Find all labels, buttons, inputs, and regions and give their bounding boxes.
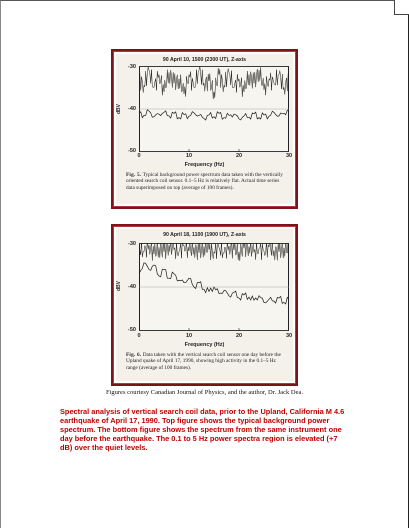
figure-5-xtick-0: 0 [137,153,141,159]
figure-credit: Figures courtesy Canadian Journal of Physics, and the author, Dr. Jack Dea. [105,389,304,396]
figure-6-plot [139,243,289,331]
figure-5-photo [111,49,298,209]
figure-6-caption-text: Data taken with the vertical search coil sensor one day before the Upland quake of April 17, 1990, showing high activity in the 0.1–5 Hz range (average of 100 frames). [126,352,281,371]
figure-6-ytick-top: -30 [128,241,136,247]
spectral-analysis-description: Spectral analysis of vertical search coil data, prior to the Upland, California M 4.6 earthquake of April 17, 1990. Top figure shows the typical background power spectrum. The bottom figure shows the spectrum from the same instrument one day before the earthquake. The 0.1 to 5 Hz power spectra region is elevated (+7 dB) over the quiet levels. [60,407,345,452]
figure-5-caption [126,172,285,191]
figure-6-paper [116,229,293,381]
figure-6-ytick-mid: -40 [128,284,136,290]
figure-6-photo [111,224,298,386]
figure-5-xtick-10: 10 [185,153,193,159]
figure-6-ylabel: dBV [116,281,122,291]
figure-5-xlabel: Frequency (Hz) [184,162,225,168]
figure-6-xtick-20: 20 [235,333,243,339]
figure-5-caption-label: Fig. 5. [126,172,142,178]
figure-5-title: 90 April 10, 1500 (2300 UT), Z-axis [162,57,247,63]
figure-6-caption [126,352,285,371]
figure-5-plot [139,66,289,152]
figure-6-caption-label: Fig. 6. [126,352,142,358]
page-corner [394,0,409,15]
figure-5-ylabel: dBV [116,104,122,114]
figure-5-paper [116,54,293,204]
figure-5-caption-text: Typical background power spectrum data taken with the vertically oriented search coil sensor. 0.1–5 Hz is relatively flat. Actual time series data superimposed on top (average of 100 frames). [126,172,283,191]
figure-6-title: 90 April 18, 1100 (1900 UT), Z-axis [163,232,246,238]
figure-5-ytick-bottom: -50 [128,148,136,154]
figure-6-xtick-10: 10 [185,333,193,339]
figure-5-ytick-mid: -40 [128,106,136,112]
figure-6-ytick-bottom: -50 [128,327,136,333]
figure-6-xlabel: Frequency (Hz) [184,342,225,348]
figure-6-xtick-30: 30 [285,333,293,339]
figure-5-xtick-30: 30 [285,153,293,159]
figure-5-xtick-20: 20 [235,153,243,159]
figure-6-xtick-0: 0 [137,333,141,339]
figure-5-ytick-top: -30 [128,64,136,70]
